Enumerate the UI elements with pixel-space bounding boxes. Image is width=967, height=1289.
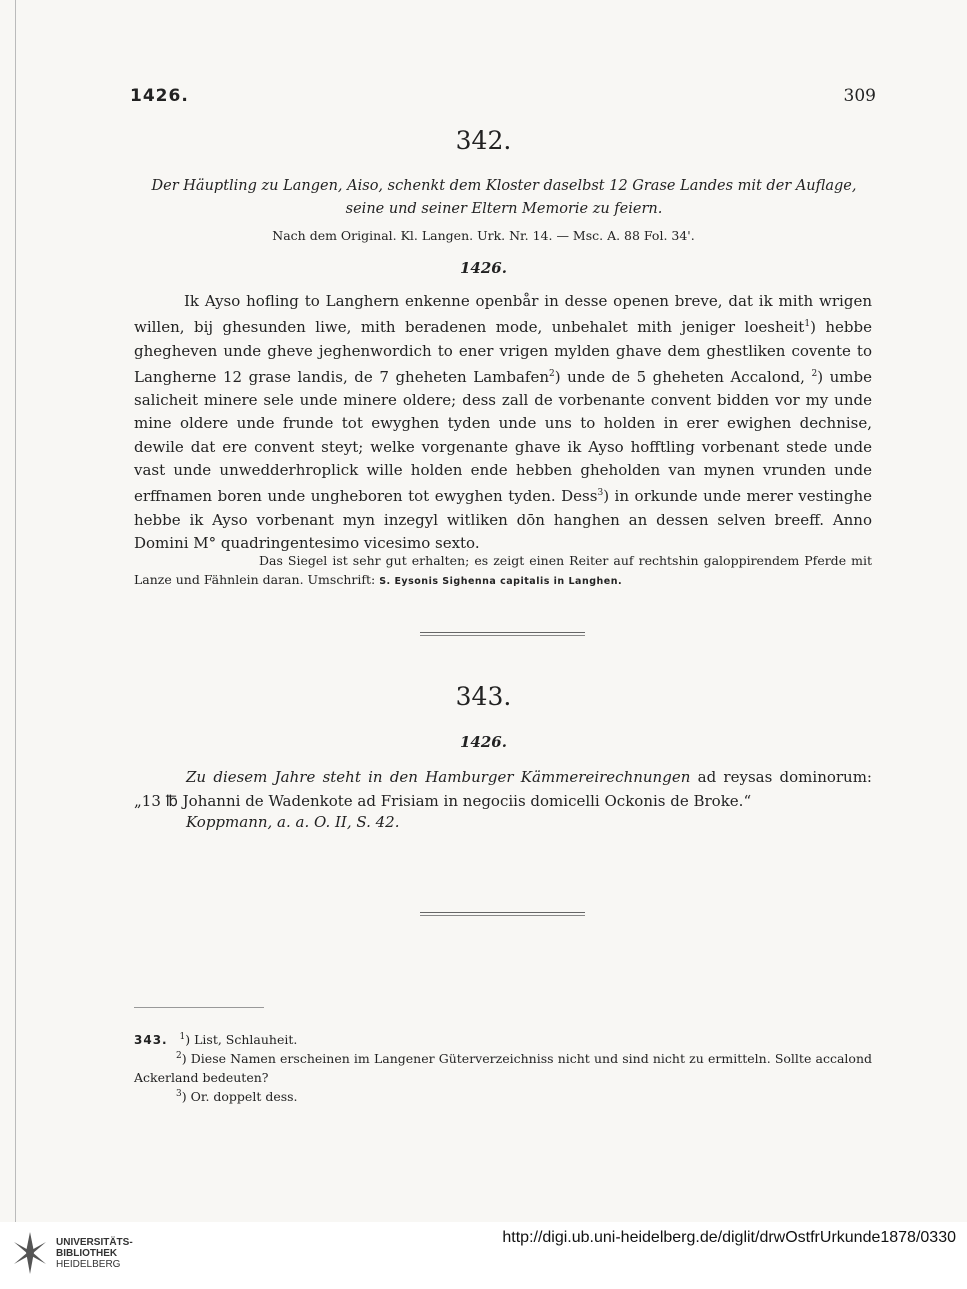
library-line-2: BIBLIOTHEK [56, 1248, 118, 1259]
running-header-year: 1426. [130, 86, 189, 106]
document-text-342 [134, 290, 872, 555]
body-part-a: Ik Ayso hofling to Langhern enkenne openbår in desse openen breve, dat ik mith wrigen willen, bij ghesunden liwe, mith beradenen mode, unbehalet mith jeniger loesheit [134, 292, 872, 337]
summary-line-1: Der Häuptling zu Langen, Aiso, schenkt dem Kloster daselbst 12 Grase Landes mit der Auflage, [151, 178, 857, 194]
footnote-2-text: Diese Namen erscheinen im Langener Güterverzeichniss nicht und sind nicht zu ermitteln. Sollte accalond Ackerland bedeuten? [134, 1051, 872, 1086]
footnote-3: $^3$) Or. doppelt dess. [176, 1089, 298, 1105]
footnote-1: 343. $^1$) List, Schlauheit. [134, 1032, 298, 1048]
citation-343: Koppmann, a. a. O. II, S. 42. [186, 813, 400, 831]
footnote-label: 343. [134, 1033, 168, 1048]
body-part-d: ) umbe salicheit minere sele unde minere oldere; dess zall de vorbenante convent bidden vor my unde mine oldere unde frunde tot ewyghen tyden unde uns to holden in erer ewighen dechnise, dewile dat ere convent steyt; welke vorgenante ghave ik Ayso hofftling vorbenant stede unde vast unde unwedderhroplick wille holden ende hebben gheholden van mynen vrunden unde erffnamen boren unde ungheboren tot ewyghen tyden. Dess [134, 367, 872, 506]
document-year-342: 1426. [460, 259, 507, 277]
footnote-rule [134, 1007, 264, 1008]
section-divider [420, 632, 585, 636]
footnote-1-text: List, Schlauheit. [194, 1032, 298, 1048]
library-name [56, 1237, 133, 1270]
footnote-mark-2: 2 [176, 1051, 182, 1061]
footnote-mark-1: 1 [179, 1032, 186, 1042]
page-edge-line [15, 0, 16, 1222]
footnote-mark-3: 3 [176, 1089, 182, 1099]
section-divider-2 [420, 912, 585, 916]
document-year-343: 1426. [460, 733, 507, 751]
library-line-3: HEIDELBERG [56, 1259, 121, 1270]
source-note-342: Nach dem Original. Kl. Langen. Urk. Nr. 14. — Msc. A. 88 Fol. 34'. [272, 228, 695, 243]
library-line-1: UNIVERSITÄTS- [56, 1237, 133, 1248]
summary-line-2: seine und seiner Eltern Memorie zu feiern. [345, 201, 663, 217]
document-text-343 [134, 765, 872, 813]
footnote-2: $^2$) Diese Namen erscheinen im Langener Güterverzeichniss nicht und sind nicht zu ermitteln. Sollte accalond Ackerland bedeuten? [134, 1051, 872, 1086]
body-part-e: ) in orkunde unde merer vestinghe hebbe ik Ayso vorbenant myn inzegyl witliken dōn hanghen an dessen selven breeff. Anno Domini M° quadringentesimo vicesimo sexto. [134, 487, 872, 552]
document-number-342: 342. [455, 126, 512, 155]
page-number: 309 [843, 86, 876, 106]
footnote-ref-2b: 2 [811, 368, 818, 379]
seal-text: Das Siegel ist sehr gut erhalten; es zeigt einen Reiter auf rechtshin galoppirendem Pferde mit Lanze und Fähnlein daran. Umschrift: [134, 553, 872, 587]
permalink-url[interactable]: http://digi.ub.uni-heidelberg.de/diglit/drwOstfrUrkunde1878/0330 [502, 1229, 956, 1246]
footnote-ref-2a: 2 [549, 368, 555, 379]
seal-inscription: S. Eysonis Sighenna capitalis in Langhen. [379, 576, 623, 587]
document-summary-342 [136, 175, 872, 221]
body-part-c: ) unde de 5 gheheten Accalond, [554, 367, 805, 386]
library-logo-icon [10, 1230, 50, 1276]
footnote-ref-3: 3 [597, 488, 604, 499]
seal-description [134, 551, 872, 591]
body-part-b: ) hebbe ghegheven unde gheve jeghenwordich to ener vrigen mylden ghave dem ghestliken covente to Langherne 12 grase landis, de 7 gheheten Lambafen [134, 318, 872, 386]
footnote-ref-1: 1 [804, 319, 811, 330]
document-number-343: 343. [455, 682, 512, 711]
text-343-rest: ad reysas dominorum: „13 ℔ Johanni de Wadenkote ad Frisiam in negociis domicelli Ockonis de Broke.“ [134, 768, 872, 810]
footnote-3-text: Or. doppelt dess. [190, 1089, 298, 1105]
text-343-italic: Zu diesem Jahre steht in den Hamburger Kämmereirechnungen [186, 768, 691, 786]
